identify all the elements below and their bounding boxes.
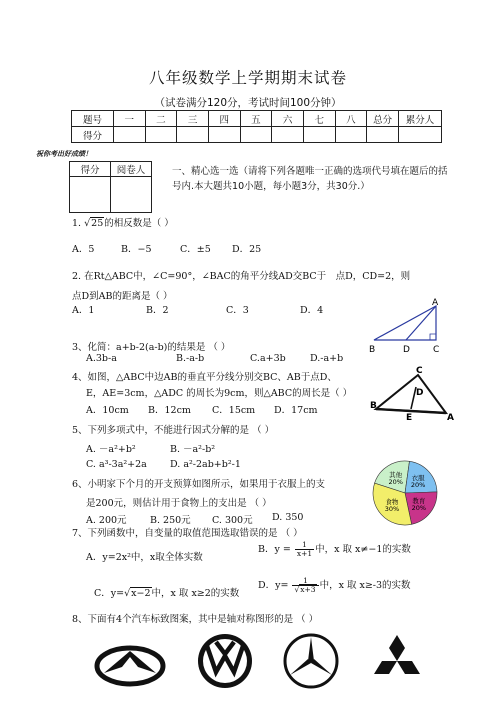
grader-name-header: 阅卷人 (111, 162, 152, 177)
q4-option-a[interactable]: A．10cm (86, 405, 129, 416)
score-entry-cell[interactable] (272, 127, 304, 143)
score-header-cell: 总分 (367, 111, 399, 127)
q1-option-b[interactable]: B．−5 (121, 244, 152, 255)
pie-slice-percent: 20% (388, 478, 403, 487)
question-5-stem: 5、下列多项式中，不能进行因式分解的是 （ ） (72, 425, 275, 436)
fig-q2-label-c: C (433, 345, 440, 355)
q2-stem-text: 在Rt△ABC中，∠C=90°，∠BAC的角平分线AD交BC于 点D，CD=2，则 (84, 271, 411, 282)
score-entry-cell[interactable] (177, 127, 209, 143)
q2-option-a[interactable]: A．1 (72, 305, 95, 316)
score-entry-cell[interactable] (240, 127, 272, 143)
score-entry-cell[interactable] (208, 127, 240, 143)
score-header-cell: 六 (272, 111, 304, 127)
score-table-score-row (72, 127, 442, 143)
q1-option-d[interactable]: D．25 (232, 244, 262, 255)
question-3-stem: 3、化简：a+b-2(a-b)的结果是 （ ） (72, 342, 231, 353)
exam-title: 八年级数学上学期期末试卷 (148, 69, 347, 87)
q5-option-a[interactable]: A. －a²+b² (86, 444, 136, 455)
wish-text: 祝你考出好成绩！ (36, 149, 92, 158)
grader-table (69, 161, 152, 213)
score-header-cell: 八 (335, 111, 367, 127)
q5-option-d[interactable]: D. a²-2ab+b²-1 (170, 459, 241, 470)
q3-option-d[interactable]: D.-a+b (310, 353, 344, 364)
fig-q4-label-c: C (416, 366, 423, 376)
figure-q2-triangle (366, 296, 446, 356)
q7-b-fraction: $\frac{1}{x+1}$ (296, 540, 313, 558)
mitsubishi-logo-icon[interactable] (368, 632, 426, 690)
score-row-label: 得分 (72, 127, 114, 143)
q7-option-a[interactable]: A．y=2x²中，x取全体实数 (86, 552, 203, 563)
q4-option-b[interactable]: B．12cm (148, 405, 191, 416)
q6-option-b[interactable]: B. 250元 (150, 515, 191, 526)
score-entry-cell[interactable] (367, 127, 399, 143)
infiniti-logo-icon[interactable] (94, 643, 166, 689)
question-6-line-2: 是200元，则估计用于食物上的支出是 （ ） (86, 498, 272, 509)
score-table (71, 110, 442, 143)
q5-option-c[interactable]: C. a³-3a²+2a (86, 459, 147, 470)
fig-q4-label-b: B (370, 401, 377, 411)
fig-q4-label-a: A (447, 413, 454, 423)
q7-d-prefix: D．y= (258, 580, 289, 591)
question-7-stem: 7、下列函数中，自变量的取值范围选取错误的是 （ ） (72, 528, 303, 539)
score-entry-cell[interactable] (113, 127, 145, 143)
q7-c-prefix: C．y= (94, 588, 125, 599)
score-entry-cell[interactable] (398, 127, 441, 143)
q7-d-suffix: 中，x 取 x≥-3的实数 (319, 580, 411, 591)
score-header-cell: 题号 (72, 111, 114, 127)
fig-q4-label-d: D (416, 388, 424, 398)
pie-slice-percent: 30% (384, 504, 400, 513)
q6-option-a[interactable]: A. 200元 (86, 515, 127, 526)
q5-option-b[interactable]: B. －a²-b² (170, 444, 216, 455)
q3-option-c[interactable]: C.a+3b (250, 353, 286, 364)
section-one-instructions: 一、精心选一选（请将下列各题唯一正确的选项代号填在题后的括号内.本大题共10小题，每小题3分，共30分.） (172, 166, 448, 192)
q1-option-a[interactable]: A．5 (72, 244, 95, 255)
score-header-cell: 二 (145, 111, 177, 127)
q6-option-c[interactable]: C. 300元 (212, 515, 253, 526)
question-2-line-2: 点D到AB的距离是（ ） (72, 291, 173, 302)
q7-option-c[interactable]: C．y=√x−2中，x 取 x≥2的实数 (94, 588, 240, 599)
q1-option-c[interactable]: C．±5 (180, 244, 211, 255)
q3-option-a[interactable]: A.3b-a (86, 353, 117, 364)
question-8-stem: 8、下面有4个汽车标致图案，其中是轴对称图形的是 （ ） (72, 614, 319, 625)
grader-score-header: 得分 (70, 162, 111, 177)
score-header-cell: 一 (113, 111, 145, 127)
q1-number: 1. (72, 218, 82, 229)
question-1-stem (72, 215, 174, 229)
fig-q2-label-b: B (369, 345, 376, 355)
fig-q2-label-d: D (403, 345, 410, 355)
question-2-line-1 (72, 268, 410, 282)
figure-q4-triangle (370, 363, 456, 423)
score-header-cell: 四 (208, 111, 240, 127)
q7-b-suffix: 中，x 取 x≠−1的实数 (315, 544, 411, 555)
q6-option-d[interactable]: D. 350 (272, 512, 304, 523)
q1-sqrt: √25 (84, 218, 104, 229)
score-header-cell: 五 (240, 111, 272, 127)
exam-subtitle: （试卷满分120分，考试时间100分钟） (154, 97, 342, 109)
score-entry-cell[interactable] (303, 127, 335, 143)
score-header-cell: 累分人 (398, 111, 441, 127)
q7-b-prefix: B．y = (258, 544, 291, 555)
pie-slice-label: 食物 (385, 497, 399, 506)
question-4-line-2: E，AE=3cm，△ADC 的周长为9cm，则△ABC的周长是（ ） (86, 388, 353, 399)
q4-option-d[interactable]: D．17cm (274, 405, 318, 416)
q7-d-fraction: $\frac{1}{√x+3}$ (292, 577, 318, 594)
score-header-cell: 三 (177, 111, 209, 127)
pie-slice-label: 衣服 (411, 474, 425, 483)
q7-c-suffix: 中，x 取 x≥2的实数 (151, 588, 240, 599)
fig-q4-label-e: E (406, 413, 413, 423)
q2-number: 2. (72, 271, 82, 282)
q7-c-radicand: x−2 (131, 588, 151, 599)
volkswagen-logo-icon[interactable] (196, 632, 254, 690)
score-header-cell: 七 (303, 111, 335, 127)
fig-q2-label-a: A (432, 298, 439, 308)
mercedes-logo-icon[interactable] (282, 632, 340, 690)
pie-slice-percent: 20% (411, 503, 427, 512)
q2-option-d[interactable]: D．4 (300, 305, 324, 316)
score-table-header-row (72, 111, 442, 127)
score-entry-cell[interactable] (335, 127, 367, 143)
pie-slice-label: 其他 (389, 471, 403, 480)
score-entry-cell[interactable] (145, 127, 177, 143)
question-6-line-1: 6、小明家下个月的开支预算如图所示，如果用于衣服上的支 (72, 479, 326, 490)
pie-slice-label: 教育 (412, 496, 426, 505)
question-4-line-1: 4、如图，△ABC中边AB的垂直平分线分别交BC、AB于点D、 (72, 372, 337, 383)
q3-option-b[interactable]: B.-a-b (176, 353, 205, 364)
pie-slice-percent: 20% (410, 481, 426, 490)
q1-stem-text: 的相反数是（ ） (104, 218, 174, 229)
grader-score-cell[interactable] (70, 177, 111, 213)
budget-pie-chart (370, 458, 440, 528)
q2-option-b[interactable]: B．2 (146, 305, 169, 316)
q2-option-c[interactable]: C．3 (226, 305, 249, 316)
q7-option-d[interactable] (258, 577, 411, 594)
grader-name-cell[interactable] (111, 177, 152, 213)
q4-option-c[interactable]: C．15cm (212, 405, 256, 416)
q7-option-b[interactable] (258, 541, 411, 558)
